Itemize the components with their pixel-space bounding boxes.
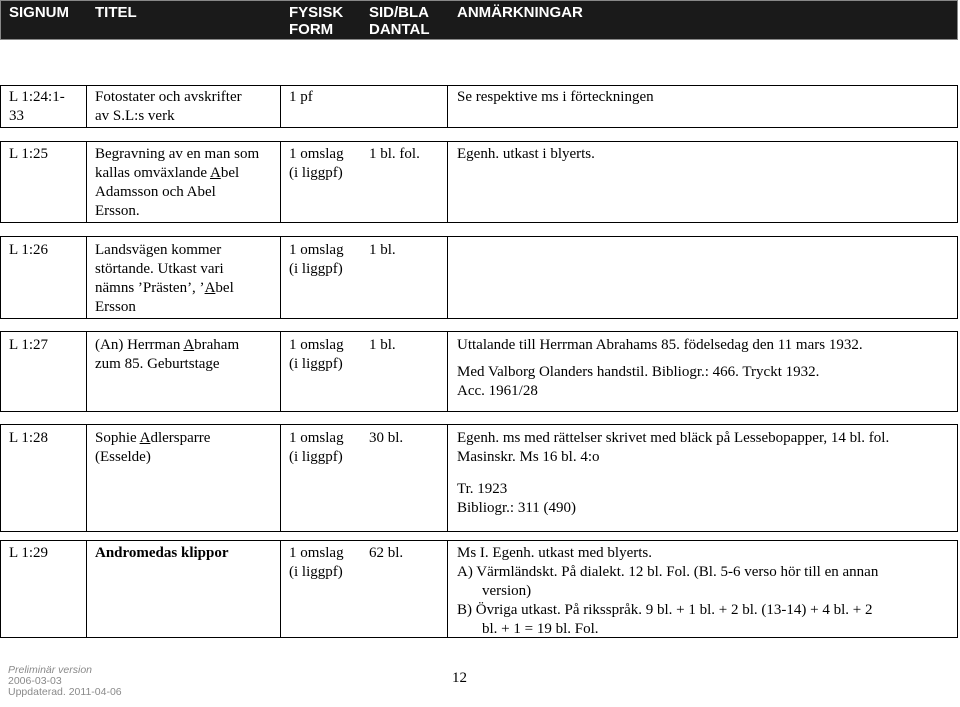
remark-cell: Se respektive ms i förteckningen <box>457 89 654 105</box>
form-cell: 1 omslag (i liggpf) <box>289 430 344 465</box>
form-cell: 1 omslag (i liggpf) <box>289 242 344 277</box>
signum-cell: L 1:28 <box>9 430 49 446</box>
title-cell: Begravning av en man som kallas omväxlande Abel Adamsson och Abel Ersson. <box>95 146 260 219</box>
signum-cell: L 1:27 <box>9 337 49 353</box>
footer-updated: Uppdaterad. 2011-04-06 <box>8 686 122 698</box>
title-cell: Andromedas klippor <box>95 545 229 561</box>
table-row <box>0 85 958 128</box>
header-titel: TITEL <box>95 4 137 21</box>
remark-cell: Egenh. utkast i blyerts. <box>457 146 595 162</box>
form-cell: 1 omslag (i liggpf) <box>289 545 344 580</box>
table-header <box>0 0 958 40</box>
header-signum: SIGNUM <box>9 4 69 21</box>
remark-cell: Egenh. ms med rättelser skrivet med bläck på Lessebopapper, 14 bl. fol. Masinskr. Ms 16 bl. 4:o Tr. 1923 Bibliogr.: 311 (490) <box>457 430 890 516</box>
pages-cell: 30 bl. <box>369 430 404 446</box>
header-anmarkningar: ANMÄRKNINGAR <box>457 4 583 21</box>
pages-cell: 1 bl. <box>369 337 396 353</box>
header-fysisk-form-1: FYSISK <box>289 4 344 21</box>
pages-cell: 1 bl. fol. <box>369 146 420 162</box>
form-cell: 1 omslag (i liggpf) <box>289 337 344 372</box>
table-row <box>0 424 958 532</box>
footer-version: Preliminär version <box>8 664 93 676</box>
table-row <box>0 540 958 638</box>
signum-cell: L 1:24:1- 33 <box>9 89 65 124</box>
pages-cell: 1 bl. <box>369 242 396 258</box>
footer-date: 2006-03-03 <box>8 675 62 687</box>
header-sidbladantal-1: SID/BLA <box>369 4 429 21</box>
form-cell: 1 pf <box>289 89 313 105</box>
signum-cell: L 1:26 <box>9 242 49 258</box>
remark-cell: Ms I. Egenh. utkast med blyerts. A) Värmländskt. På dialekt. 12 bl. Fol. (Bl. 5-6 verso hör till en annan version) B) Övriga utkast. På riksspråk. 9 bl. + 1 bl. + 2 bl. (13-14) + 4 bl. + 2 bl. + 1 = 19 bl. Fol. <box>457 545 879 637</box>
table-row <box>0 141 958 223</box>
table-row <box>0 331 958 412</box>
title-cell: Sophie Adlersparre (Esselde) <box>95 430 211 465</box>
title-cell: (An) Herrman Abraham zum 85. Geburtstage <box>95 337 240 372</box>
remark-cell: Uttalande till Herrman Abrahams 85. födelsedag den 11 mars 1932. Med Valborg Olanders handstil. Bibliogr.: 466. Tryckt 1932. Acc. 1961/28 <box>457 337 863 399</box>
table-row <box>0 236 958 319</box>
footer-status <box>8 665 122 698</box>
title-cell: Fotostater och avskrifter av S.L:s verk <box>95 89 242 124</box>
signum-cell: L 1:25 <box>9 146 49 162</box>
title-cell: Landsvägen kommer störtande. Utkast vari nämns ’Prästen’, ’Abel Ersson <box>95 242 234 315</box>
pages-cell: 62 bl. <box>369 545 404 561</box>
header-sidbladantal-2: DANTAL <box>369 21 430 38</box>
signum-cell: L 1:29 <box>9 545 49 561</box>
header-fysisk-form-2: FORM <box>289 21 334 38</box>
form-cell: 1 omslag (i liggpf) <box>289 146 344 181</box>
page-number: 12 <box>452 670 467 686</box>
